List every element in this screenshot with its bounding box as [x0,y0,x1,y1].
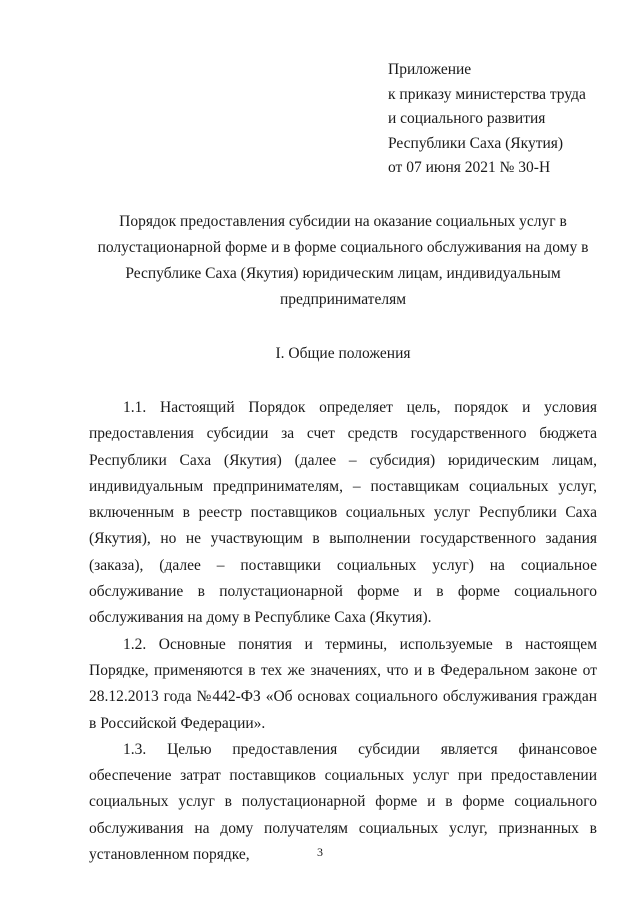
appendix-line: Республики Саха (Якутия) [388,134,564,152]
page-number: 3 [317,845,323,859]
appendix-line: и социального развития [388,110,546,127]
document-body [89,395,597,868]
paragraph: 1.2. Основные понятия и термины, используемые в настоящем Порядке, применяются в тех же значениях, что и в Федеральном законе от 28.12.2013 года №442-ФЗ «Об основах социального обслуживания граждан в Российской Федерации». [89,635,597,732]
appendix-line: от 07 июня 2021 № 30-Н [388,159,551,176]
appendix-block [388,58,628,181]
paragraph: 1.1. Настоящий Порядок определяет цель, порядок и условия предоставления субсидии за счет средств государственного бюджета Республики Саха (Якутия) (далее – субсидия) юридическим лицам, индивидуальным предпринимателям, – поставщикам социальных услуг, включенным в реестр поставщиков социальных услуг Республики Саха (Якутия), но не участвующим в выполнении государственного задания (заказа), (далее – поставщики социальных услуг) на социальное обслуживание в полустационарной форме и в форме социального обслуживания на дому в Республике Саха (Якутия). [89,399,597,627]
section-heading: I. Общие положения [275,345,411,362]
document-title: Порядок предоставления субсидии на оказание социальных услуг в полустационарной форме и в форме социального обслуживания на дому в Республике Саха (Якутия) юридическим лицам, индивидуальным предпринимателям [97,213,589,308]
appendix-line: к приказу министерства труда [388,85,586,103]
appendix-line: Приложение [388,61,472,78]
paragraph: 1.3. Целью предоставления субсидии является финансовое обеспечение затрат поставщиков социальных услуг при предоставлении социальных услуг в полустационарной форме и в форме социального обслуживания на дому получателям социальных услуг, признанных в установленном порядке, [89,740,597,864]
